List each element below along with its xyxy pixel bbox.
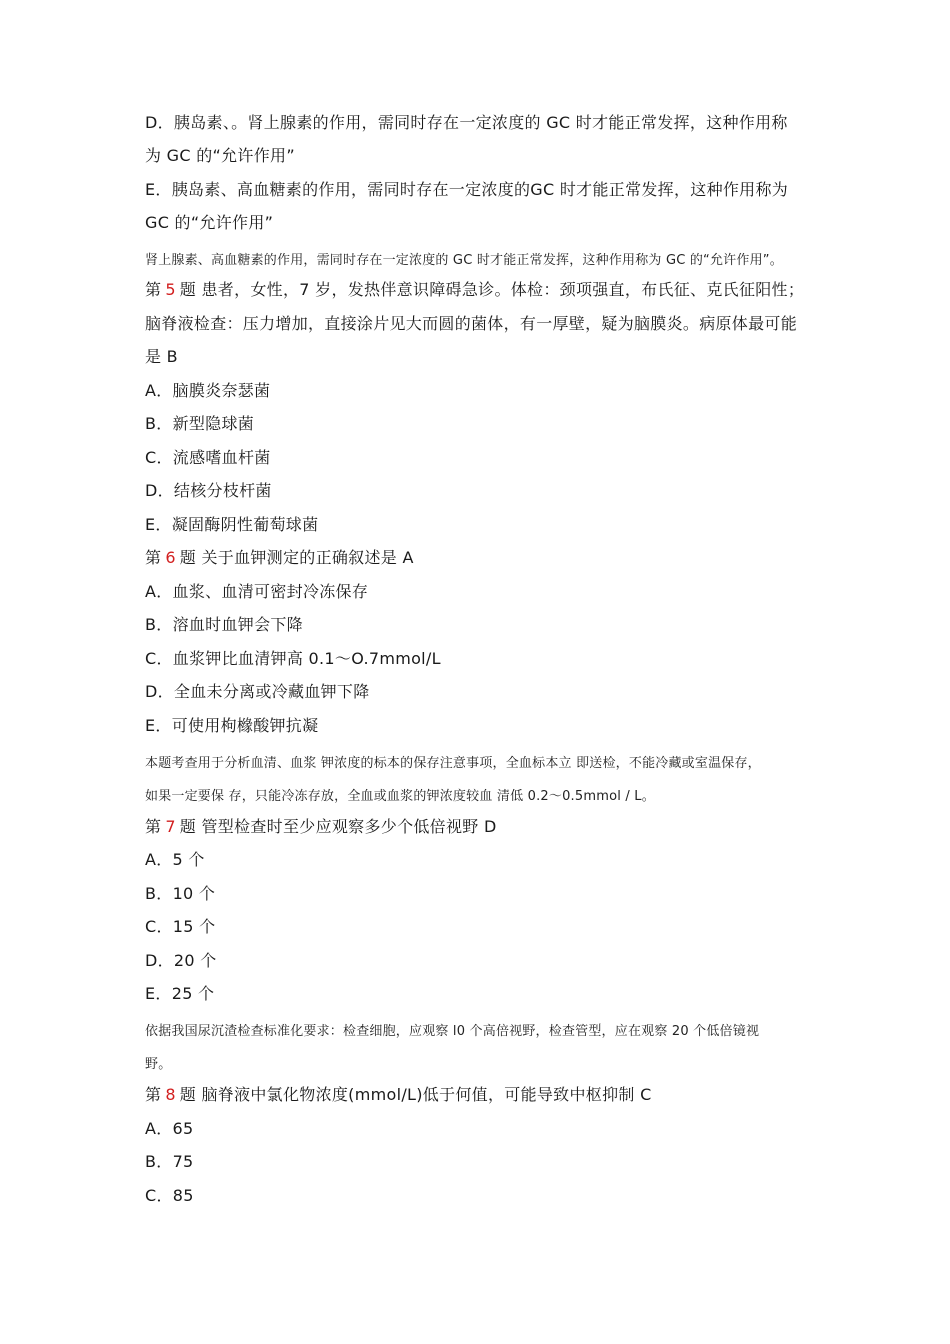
question-prefix: 第 [145,817,162,836]
option-e-text-cont: GC 的“允许作用” [145,213,274,232]
explanation-note: 依据我国尿沉渣检查标准化要求：检查细胞，应观察 l0 个高倍视野，检查管型，应在观察 20 个低倍镜视 [145,1024,760,1039]
explanation-note: 肾上腺素、高血糖素的作用，需同时存在一定浓度的 GC 时才能正常发挥，这种作用称为 GC 的“允许作用”。 [145,253,783,268]
option-c: C．85 [145,1186,194,1205]
option-e-text: E．胰岛素、高血糖素的作用，需同时存在一定浓度的GC 时才能正常发挥，这种作用称为 [145,180,789,199]
question-5-stem-cont: 脑脊液检查：压力增加，直接涂片见大而圆的菌体，有一厚壁，疑为脑膜炎。病原体最可能 [145,314,798,333]
question-number: 7 [165,817,176,836]
option-a: A．5 个 [145,850,205,869]
question-number: 6 [165,548,176,567]
question-prefix: 第 [145,548,162,567]
explanation-note-cont: 野。 [145,1057,172,1072]
question-6-stem [145,547,825,569]
option-b: B．75 [145,1152,194,1171]
question-text: 题 患者，女性，7 岁，发热伴意识障碍急诊。体检：颈项强直，布氏征、克氏征阳性； [179,280,805,299]
question-text: 题 关于血钾测定的正确叙述是 A [179,548,414,567]
question-8-stem [145,1084,825,1106]
question-text: 题 脑脊液中氯化物浓度(mmol/L)低于何值，可能导致中枢抑制 C [179,1085,652,1104]
option-b: B．新型隐球菌 [145,414,255,433]
option-d: D．结核分枝杆菌 [145,481,272,500]
option-c: C．血浆钾比血清钾高 0.1～O.7mmol/L [145,649,441,668]
question-5-answer: 是 B [145,347,178,366]
option-c: C．15 个 [145,917,216,936]
option-e: E．25 个 [145,984,215,1003]
option-d-text-cont: 为 GC 的“允许作用” [145,146,295,165]
explanation-note: 本题考查用于分析血清、血浆 钾浓度的标本的保存注意事项，全血标本立 即送检，不能冷藏或室温保存， [145,756,761,771]
option-b: B．溶血时血钾会下降 [145,615,303,634]
option-d: D．20 个 [145,951,217,970]
option-d: D．全血未分离或冷藏血钾下降 [145,682,370,701]
option-d-text: D．胰岛素、。肾上腺素的作用，需同时存在一定浓度的 GC 时才能正常发挥，这种作用称 [145,113,788,132]
question-5-stem [145,279,825,301]
question-prefix: 第 [145,280,162,299]
option-c: C．流感嗜血杆菌 [145,448,271,467]
question-number: 5 [165,280,176,299]
option-b: B．10 个 [145,884,216,903]
explanation-note-cont: 如果一定要保 存，只能冷冻存放，全血或血浆的钾浓度较血 清低 0.2～0.5mmol / L。 [145,789,655,804]
option-a: A．血浆、血清可密封冷冻保存 [145,582,369,601]
option-e: E．可使用枸橼酸钾抗凝 [145,716,319,735]
option-a: A．脑膜炎奈瑟菌 [145,381,271,400]
question-number: 8 [165,1085,176,1104]
question-prefix: 第 [145,1085,162,1104]
question-7-stem [145,816,825,838]
option-a: A．65 [145,1119,194,1138]
option-e: E．凝固酶阴性葡萄球菌 [145,515,319,534]
question-text: 题 管型检查时至少应观察多少个低倍视野 D [179,817,497,836]
